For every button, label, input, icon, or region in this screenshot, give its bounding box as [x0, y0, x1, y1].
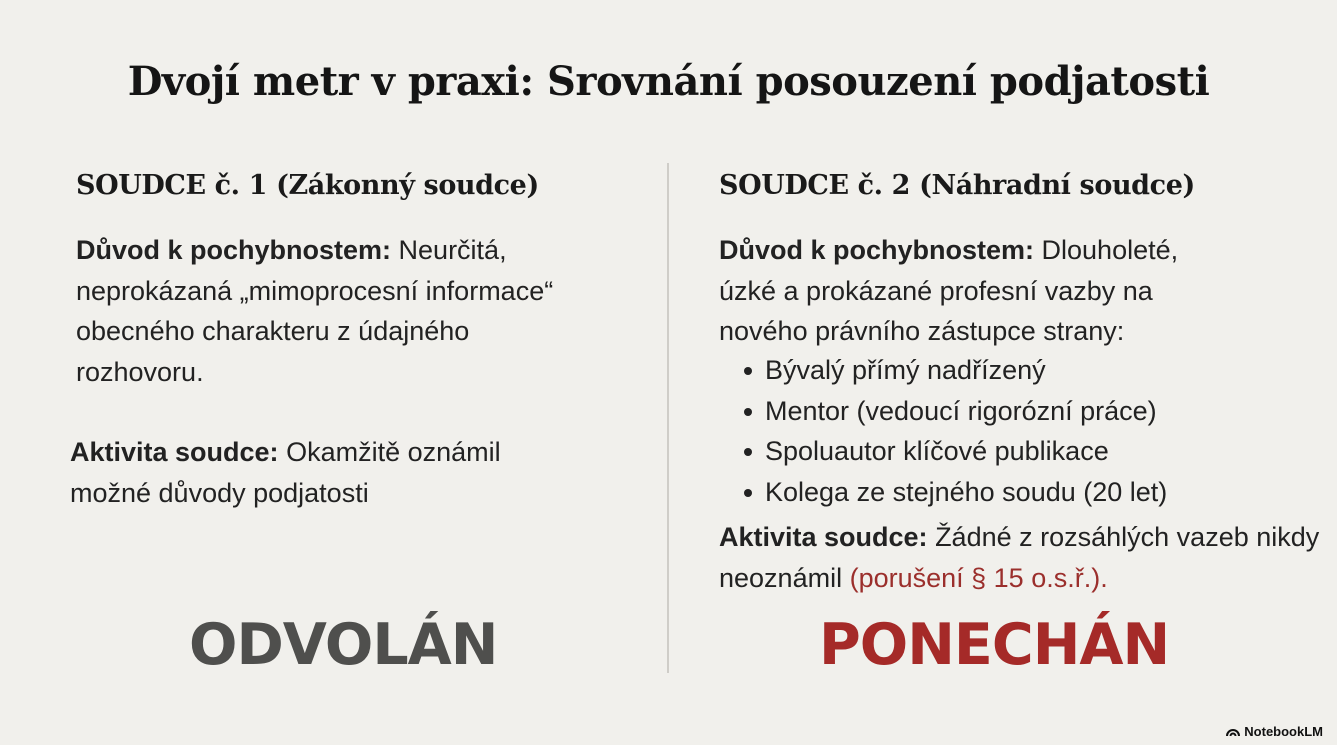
page-title: Dvojí metr v praxi: Srovnání posouzení podjatosti	[127, 58, 1210, 105]
right-activity	[719, 517, 1329, 598]
list-item: Bývalý přímý nadřízený	[742, 350, 1167, 391]
right-reason-label: Důvod k pochybnostem:	[719, 235, 1035, 265]
left-activity	[70, 432, 570, 513]
right-column-heading: SOUDCE č. 2 (Náhradní soudce)	[719, 170, 1195, 201]
right-activity-label: Aktivita soudce:	[719, 522, 928, 552]
left-verdict: ODVOLÁN	[189, 612, 498, 678]
right-reason	[719, 230, 1229, 352]
list-item: Mentor (vedoucí rigorózní práce)	[742, 391, 1167, 432]
left-reason-text: Neurčitá, neprokázaná „mimoprocesní informace“ obecného charakteru z údajného rozhovoru.	[76, 235, 554, 387]
left-reason	[76, 230, 576, 392]
left-activity-label: Aktivita soudce:	[70, 437, 279, 467]
right-ties-list	[742, 350, 1167, 512]
right-reason-text: Dlouholeté, úzké a prokázané profesní vazby na nového právního zástupce strany:	[719, 235, 1179, 346]
column-divider	[667, 163, 669, 673]
notebooklm-watermark	[1226, 724, 1323, 739]
violation-note: (porušení § 15 o.s.ř.).	[849, 562, 1108, 593]
watermark-text: NotebookLM	[1244, 724, 1323, 739]
list-item: Kolega ze stejného soudu (20 let)	[742, 472, 1167, 513]
left-activity-text: Okamžitě oznámil možné důvody podjatosti	[70, 437, 501, 508]
notebooklm-logo-icon	[1226, 727, 1240, 737]
left-column-heading: SOUDCE č. 1 (Zákonný soudce)	[76, 170, 539, 201]
right-activity-text: Žádné z rozsáhlých vazeb nikdy neoznámil	[719, 522, 1320, 593]
list-item: Spoluautor klíčové publikace	[742, 431, 1167, 472]
left-reason-label: Důvod k pochybnostem:	[76, 235, 392, 265]
right-verdict: PONECHÁN	[819, 612, 1170, 678]
